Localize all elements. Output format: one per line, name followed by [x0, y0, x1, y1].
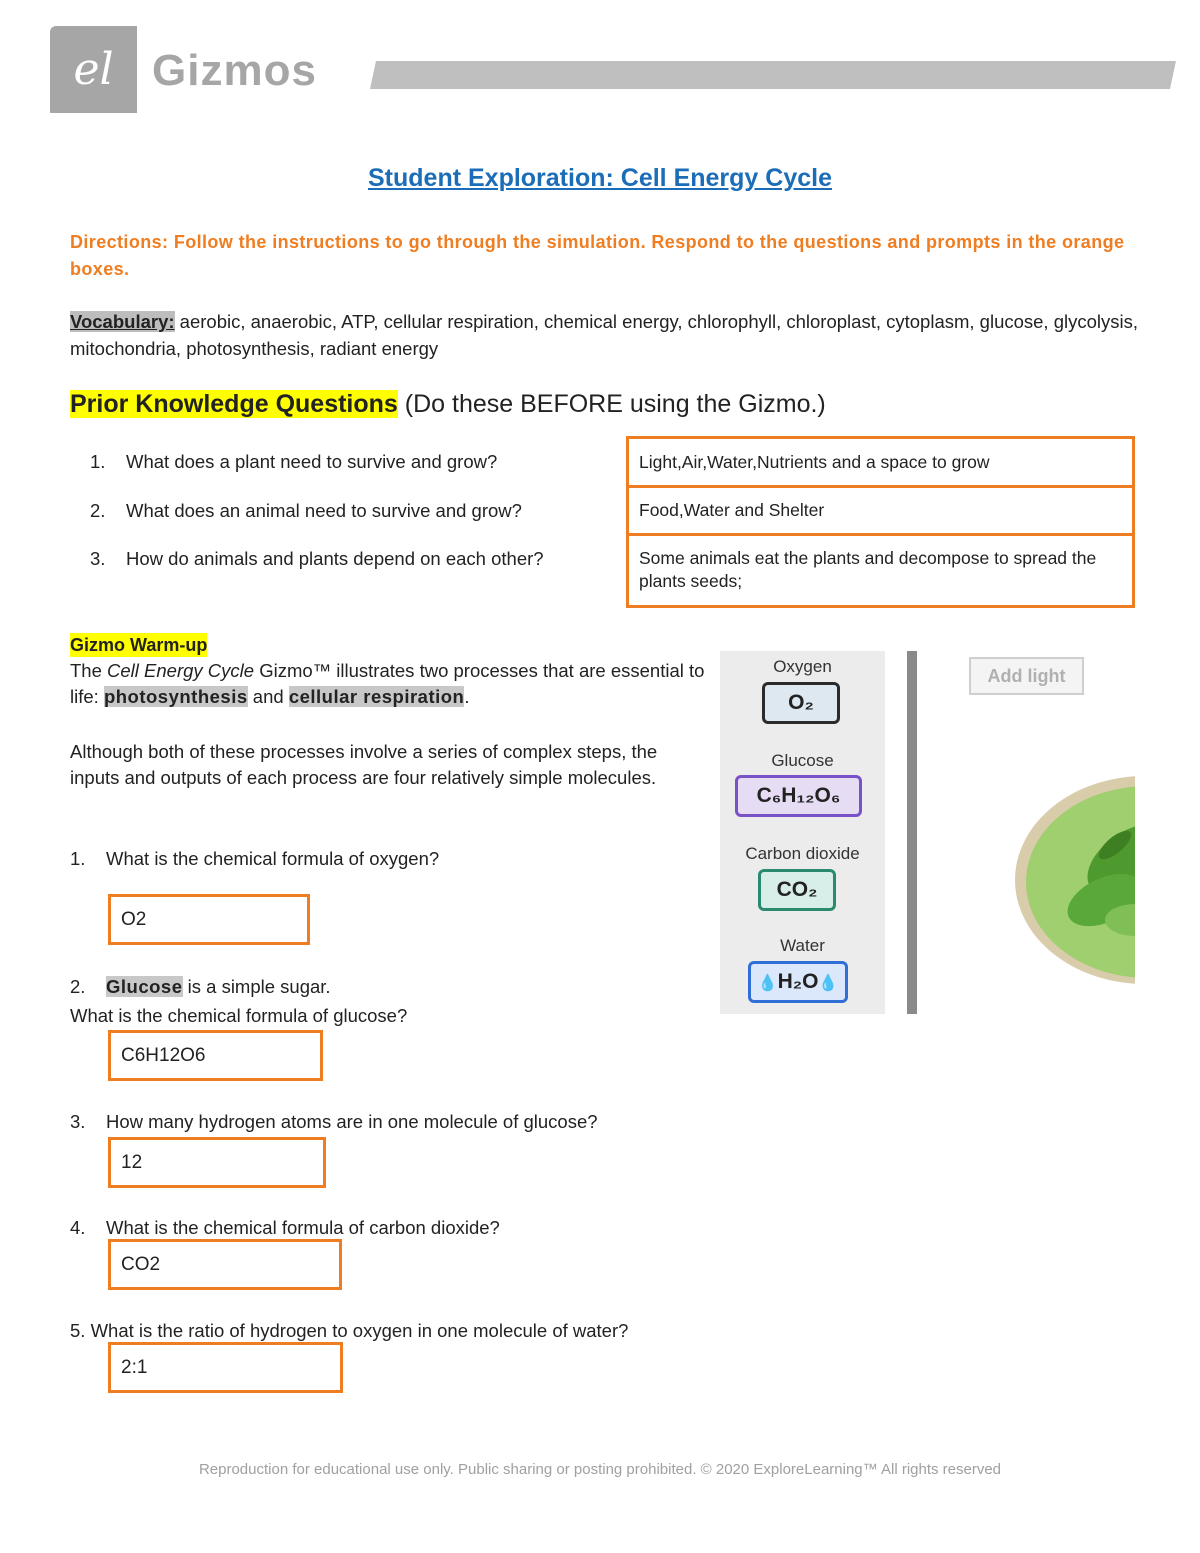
term-photosynthesis: photosynthesis: [103, 686, 248, 707]
logo-glyph: el: [73, 44, 114, 95]
question-text: What is the ratio of hydrogen to oxygen in one molecule of water?: [90, 1320, 629, 1341]
term-glucose: Glucose: [106, 976, 183, 997]
prior-knowledge-subtitle: (Do these BEFORE using the Gizmo.): [397, 390, 826, 418]
header-bar: [370, 61, 1176, 89]
question-text: What is the chemical formula of oxygen?: [106, 848, 440, 869]
question-number: 3.: [90, 548, 106, 569]
gizmo-molecule-panel: [720, 651, 885, 1014]
glucose-button[interactable]: C₆H₁₂O₆: [735, 775, 862, 817]
warmup-intro: [70, 658, 710, 710]
intro-text: .: [464, 686, 470, 707]
oxygen-label: Oxygen: [773, 657, 832, 676]
pk-question-1: [90, 450, 497, 474]
hydrogen-count-answer-box[interactable]: 12: [108, 1137, 326, 1188]
carbon-dioxide-button[interactable]: CO₂: [758, 869, 836, 911]
question-number: 4.: [70, 1217, 86, 1238]
answer-field-3[interactable]: Some animals eat the plants and decompose to spread the plants seeds;: [639, 548, 1097, 591]
question-text: What is the chemical formula of carbon dioxide?: [106, 1217, 500, 1238]
carbon-dioxide-label: Carbon dioxide: [745, 844, 860, 863]
glucose-answer-box[interactable]: C6H12O6: [108, 1030, 323, 1081]
question-text: is a simple sugar.: [182, 976, 331, 997]
directions: Directions: Follow the instructions to go through the simulation. Respond to the questions and prompts in the orange boxes.: [70, 232, 1125, 279]
question-number: 2.: [90, 500, 106, 521]
warmup-paragraph: Although both of these processes involve a series of complex steps, the inputs and outputs of each process are four relatively simple molecules.: [70, 741, 658, 788]
carbon-dioxide-answer-box[interactable]: CO2: [108, 1239, 342, 1290]
plant-cell-illustration: [1010, 770, 1135, 985]
warmup-question-1: [70, 846, 710, 872]
question-number: 3.: [70, 1111, 86, 1132]
intro-text: The: [70, 660, 108, 681]
vocabulary-terms: aerobic, anaerobic, ATP, cellular respiration, chemical energy, chlorophyll, chloroplast, cytoplasm, glucose, glycolysis, mitochondria, photosynthesis, radiant energy: [70, 311, 1139, 359]
brand-name: Gizmos: [152, 46, 317, 95]
warmup-question-5: [70, 1318, 770, 1344]
water-label: Water: [780, 936, 825, 955]
add-light-button[interactable]: Add light: [969, 657, 1084, 695]
water-drop-icon: 💧: [757, 975, 778, 992]
pk-question-3: [90, 547, 544, 571]
water-drop-icon: 💧: [818, 975, 839, 992]
question-number: 1.: [70, 848, 86, 869]
intro-text: and: [247, 686, 289, 707]
warmup-question-4: [70, 1215, 710, 1241]
question-text: What does a plant need to survive and grow?: [126, 451, 498, 472]
glucose-label: Glucose: [771, 751, 834, 770]
warmup-label: Gizmo Warm-up: [70, 635, 208, 655]
vocabulary-label: Vocabulary:: [70, 311, 175, 332]
answer-field-2[interactable]: Food,Water and Shelter: [629, 488, 1132, 536]
warmup-question-3: [70, 1109, 710, 1135]
question-number: 1.: [90, 451, 106, 472]
gizmo-name: Cell Energy Cycle: [107, 660, 255, 681]
oxygen-answer-box[interactable]: O2: [108, 894, 310, 945]
water-ratio-answer-box[interactable]: 2:1: [108, 1342, 343, 1393]
prior-knowledge-answer-table: [626, 436, 1135, 608]
question-text: What does an animal need to survive and grow?: [126, 500, 522, 521]
panel-divider: [907, 651, 917, 1014]
answer-field-1[interactable]: Light,Air,Water,Nutrients and a space to grow: [629, 439, 1132, 488]
prior-knowledge-title: Prior Knowledge Questions: [70, 390, 398, 418]
intro-text: Gizmo™ illustrates two processes that are essential to life:: [70, 660, 705, 707]
water-button[interactable]: [748, 961, 848, 1003]
prior-knowledge-heading: [70, 387, 826, 421]
question-number: 5.: [70, 1320, 86, 1341]
plant-cell-image: [1010, 770, 1135, 985]
pk-question-2: [90, 499, 522, 523]
page-title: Student Exploration: Cell Energy Cycle: [368, 164, 832, 192]
water-formula: H₂O: [777, 970, 819, 993]
question-text: How many hydrogen atoms are in one molecule of glucose?: [106, 1111, 598, 1132]
vocabulary: [70, 308, 1140, 362]
question-number: 2.: [70, 976, 86, 997]
question-text: How do animals and plants depend on each other?: [126, 548, 544, 569]
logo: [50, 26, 137, 113]
oxygen-button[interactable]: O₂: [762, 682, 840, 724]
term-cellular-respiration: cellular respiration: [288, 686, 465, 707]
warmup-question-2b: What is the chemical formula of glucose?: [70, 1005, 408, 1026]
footer-notice: Reproduction for educational use only. Public sharing or posting prohibited. © 2020 ExploreLearning™ All rights reserved: [198, 1461, 1002, 1478]
warmup-question-2: [70, 974, 710, 1000]
